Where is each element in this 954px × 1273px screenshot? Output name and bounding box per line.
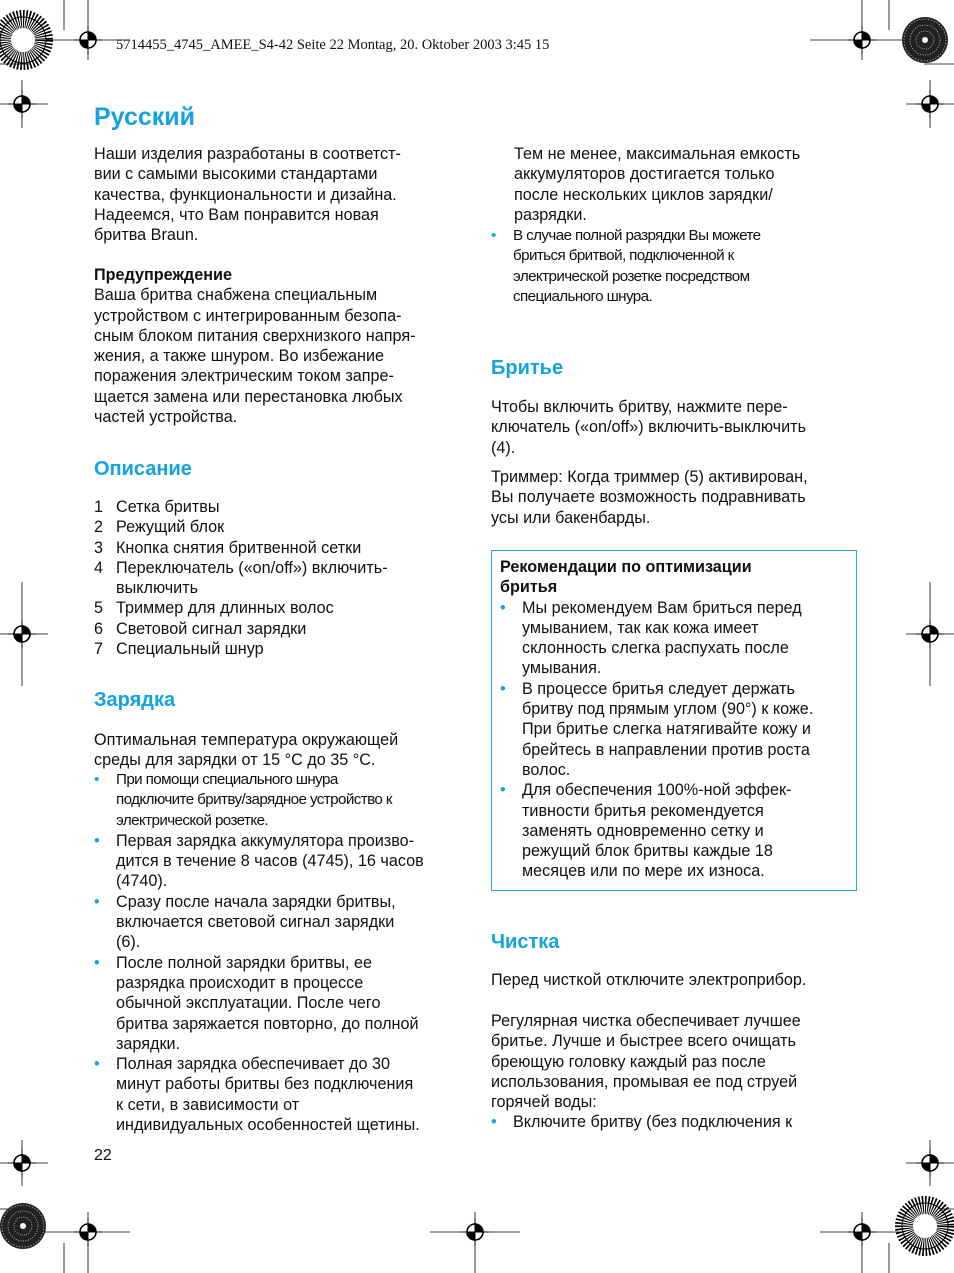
text-line: частей устройства. <box>94 408 238 427</box>
bullet-line: Полная зарядка обеспечивает до 30 <box>116 1055 390 1074</box>
text-line: Регулярная чистка обеспечивает лучшее <box>491 1012 801 1030</box>
charging-heading: Зарядка <box>94 689 176 711</box>
bullet-line: волос. <box>522 760 571 779</box>
bullet-line: включается световой сигнал зарядки <box>116 913 395 932</box>
warning-section <box>94 265 464 427</box>
list-item <box>94 598 464 618</box>
item-label: выключить <box>116 579 199 598</box>
item-label: Триммер для длинных волос <box>116 599 334 618</box>
heading-line: Рекомендации по оптимизации <box>500 558 752 576</box>
text-line: после нескольких циклов зарядки/ <box>514 185 773 204</box>
text-line: Тем не менее, максимальная емкость <box>514 145 801 163</box>
bullet-line: Для обеспечения 100%-ной эффек- <box>522 781 792 800</box>
bullet-line: бритва заряжается повторно, до полной <box>116 1014 419 1033</box>
bullet-line: При бритье слегка натягивайте кожу и <box>522 720 811 739</box>
text-line: щается замена или перестановка любых <box>94 387 403 406</box>
text-line: Триммер: Когда триммер (5) активирован, <box>491 468 808 486</box>
charging-intro <box>94 730 464 771</box>
bullet-item <box>500 780 848 881</box>
bullet-line: минут работы бритвы без подключения <box>116 1075 414 1094</box>
text-line: поражения электрическим током запре- <box>94 367 394 386</box>
bullet-line: бриться бритвой, подключенной к <box>513 247 734 265</box>
bullet-item <box>94 892 469 953</box>
bullet-line: Мы рекомендуем Вам бриться перед <box>522 598 802 617</box>
list-item <box>94 497 464 517</box>
bullet-line: режущий блок бритвы каждые 18 <box>522 842 773 861</box>
bullet-dot: • <box>500 679 506 698</box>
bullet-line: специального шнура. <box>513 287 653 305</box>
item-label: Режущий блок <box>116 518 225 537</box>
text-line: (4). <box>491 438 516 457</box>
bullet-line: к сети, в зависимости от <box>116 1095 300 1114</box>
text-line: Наши изделия разработаны в соответст- <box>94 145 401 163</box>
bullet-line: тивности бритья рекомендуется <box>522 801 764 820</box>
bullet-dot: • <box>94 1055 100 1074</box>
charging-continued <box>514 144 864 225</box>
list-item <box>94 619 464 639</box>
text-line: Ваша бритва снабжена специальным <box>94 286 378 305</box>
cleaning-bullet <box>491 1112 866 1132</box>
bullet-line: электрической розетке посредством <box>513 267 750 285</box>
print-info: 5714455_4745_AMEE_S4-42 Seite 22 Montag, 20. Oktober 2003 3:45 15 <box>116 37 550 53</box>
text-line: сным блоком питания сверхнизкого напря- <box>94 326 416 345</box>
item-number: 2 <box>94 518 104 537</box>
bullet-item <box>94 770 469 831</box>
bullet-line: разрядка происходит в процессе <box>116 973 364 992</box>
text-line: Оптимальная температура окружающей <box>94 731 399 749</box>
bullet-dot: • <box>94 771 99 788</box>
bullet-line: обычной эксплуатации. После чего <box>116 994 381 1013</box>
item-label: Специальный шнур <box>116 640 264 659</box>
list-item <box>94 538 464 558</box>
bullet-line: (6). <box>116 933 141 952</box>
shaving-heading: Бритье <box>491 357 564 379</box>
text-line: горячей воды: <box>491 1093 597 1112</box>
text-line: бреющую головку каждый раз после <box>491 1052 766 1071</box>
bullet-line: бритву под прямым углом (90°) к коже. <box>522 700 814 719</box>
tips-heading <box>500 557 848 598</box>
bullet-line: (4740). <box>116 872 168 891</box>
bullet-line: После полной зарядки бритвы, ее <box>116 953 373 972</box>
item-label: Сетка бритвы <box>116 498 220 516</box>
text-line: ключатель («on/off») включить-выключить <box>491 418 806 437</box>
text-line: жения, а также шнуром. Во избежание <box>94 347 384 366</box>
bullet-line: индивидуальных особенностей щетины. <box>116 1116 420 1135</box>
text-line: среды для зарядки от 15 °C до 35 °C. <box>94 751 376 770</box>
shaving-paragraph-2 <box>491 467 866 528</box>
cleaning-paragraph-1: Перед чисткой отключите электроприбор. <box>491 971 807 989</box>
description-list <box>94 497 464 659</box>
item-label: Световой сигнал зарядки <box>116 619 307 638</box>
warning-text <box>94 285 464 427</box>
text-line: устройством с интегрированным безопа- <box>94 306 402 325</box>
bullet-line: умыванием, так как кожа имеет <box>522 618 759 637</box>
bullet-dot: • <box>94 892 100 911</box>
item-number: 6 <box>94 619 104 638</box>
page-title: Русский <box>94 103 196 131</box>
page-number: 22 <box>94 1147 112 1164</box>
bullet-dot: • <box>491 227 496 244</box>
item-number: 4 <box>94 558 104 577</box>
charging-last-bullet <box>491 226 861 307</box>
item-number: 5 <box>94 599 104 618</box>
bullet-item <box>94 953 469 1054</box>
tips-bullets <box>500 598 848 882</box>
bullet-line: зарядки. <box>116 1034 181 1053</box>
bullet-line: При помощи специального шнура <box>116 771 338 788</box>
bullet-line: месяцев или по мере их износа. <box>522 862 765 881</box>
text-line: бритва Braun. <box>94 226 199 245</box>
item-number: 7 <box>94 640 104 659</box>
text-line: разрядки. <box>514 205 587 224</box>
text-line: аккумуляторов достигается только <box>514 165 775 184</box>
intro-paragraph <box>94 144 464 245</box>
bullet-dot: • <box>491 1113 497 1131</box>
cleaning-bullet-text: Включите бритву (без подключения к <box>513 1113 793 1131</box>
bullet-item <box>500 598 848 679</box>
cleaning-heading: Чистка <box>491 931 560 953</box>
bullet-item <box>94 831 469 892</box>
item-number: 3 <box>94 538 104 557</box>
bullet-item <box>491 226 861 307</box>
bullet-line: умывания. <box>522 659 602 678</box>
tips-box <box>491 550 857 891</box>
item-label: Переключатель («on/off») включить- <box>116 558 388 577</box>
shaving-paragraph-1 <box>491 397 866 458</box>
bullet-dot: • <box>94 831 100 850</box>
text-line: Чтобы включить бритву, нажмите пере- <box>491 398 788 416</box>
bullet-line: Первая зарядка аккумулятора произво- <box>116 831 415 850</box>
heading-line: бритья <box>500 578 558 597</box>
bullet-line: склонность слегка распухать после <box>522 639 789 658</box>
bullet-line: электрической розетке. <box>116 811 269 829</box>
charging-bullets <box>94 770 469 1135</box>
bullet-line: В процессе бритья следует держать <box>522 679 795 698</box>
text-line: вии с самыми высокими стандартами <box>94 165 378 184</box>
text-line: использования, промывая ее под струей <box>491 1072 798 1091</box>
bullet-line: В случае полной разрядки Вы можете <box>513 227 761 244</box>
bullet-line: дится в течение 8 часов (4745), 16 часов <box>116 852 424 871</box>
item-number: 1 <box>94 498 104 516</box>
bullet-line: подключите бритву/зарядное устройство к <box>116 791 392 809</box>
bullet-dot: • <box>500 598 506 617</box>
list-item <box>94 639 464 659</box>
text-line: Надеемся, что Вам понравится новая <box>94 205 379 224</box>
bullet-dot: • <box>500 781 506 800</box>
cleaning-paragraph-2 <box>491 1011 866 1112</box>
warning-heading: Предупреждение <box>94 266 232 284</box>
bullet-item <box>500 679 848 780</box>
list-item <box>94 558 464 599</box>
description-heading: Описание <box>94 458 192 480</box>
bullet-line: брейтесь в направлении против роста <box>522 740 810 759</box>
list-item <box>94 517 464 537</box>
item-label: Кнопка снятия бритвенной сетки <box>116 538 362 557</box>
bullet-line: Сразу после начала зарядки бритвы, <box>116 892 396 911</box>
text-line: Вы получаете возможность подравнивать <box>491 488 806 507</box>
text-line: качества, функциональности и дизайна. <box>94 185 397 204</box>
bullet-item <box>94 1054 469 1135</box>
bullet-dot: • <box>94 953 100 972</box>
text-line: бритье. Лучше и быстрее всего очищать <box>491 1032 796 1051</box>
text-line: усы или бакенбарды. <box>491 508 651 527</box>
bullet-line: заменять одновременно сетку и <box>522 821 764 840</box>
